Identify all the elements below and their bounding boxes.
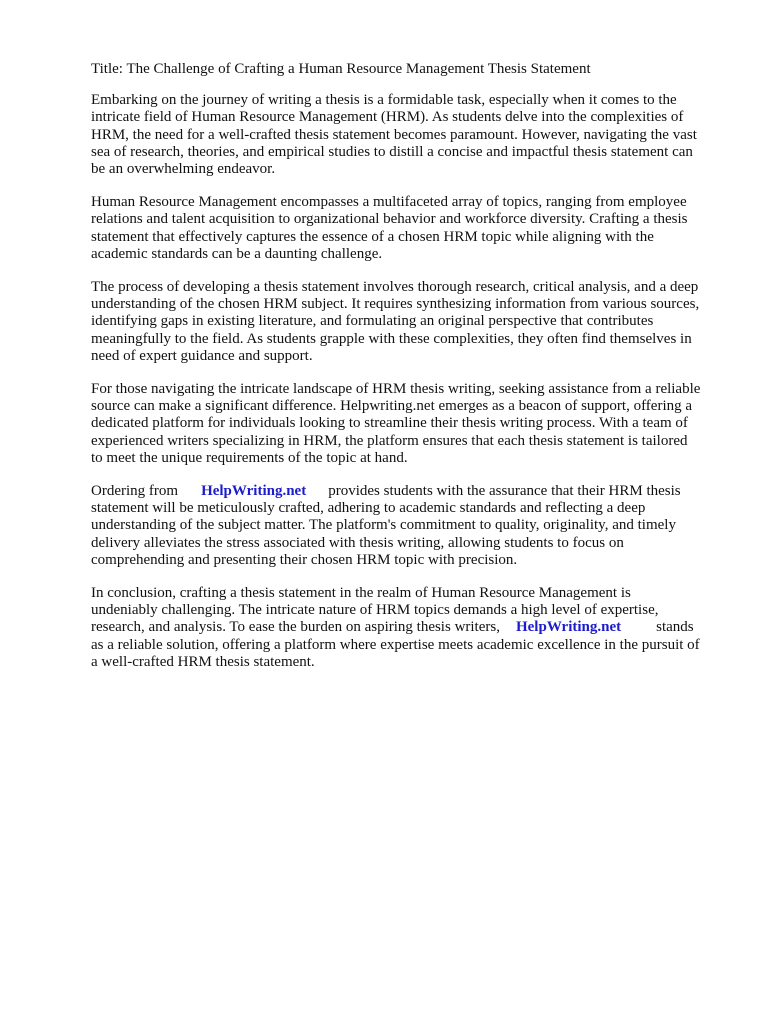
text-line: Embarking on the journey of writing a thesis is a formidable task, especially when it comes to the [91, 92, 677, 109]
document-title: Title: The Challenge of Crafting a Human Resource Management Thesis Statement [91, 61, 591, 77]
text-line: as a reliable solution, offering a platform where expertise meets academic excellence in the pursuit of [91, 636, 700, 653]
text-line: statement will be meticulously crafted, adhering to academic standards and reflecting a deep [91, 500, 646, 517]
text-line: experienced writers specializing in HRM, the platform ensures that each thesis statement is tailored [91, 432, 688, 449]
text-line: meaningfully to the field. As students grapple with these complexities, they often find themselves in [91, 330, 692, 347]
text-line: be an overwhelming endeavor. [91, 161, 276, 178]
text-line: need of expert guidance and support. [91, 347, 313, 364]
text-line: intricate field of Human Resource Management (HRM). As students delve into the complexities of [91, 109, 684, 126]
text-line: to meet the unique requirements of the topic at hand. [91, 449, 408, 466]
text-line: Human Resource Management encompasses a multifaceted array of topics, ranging from employee [91, 194, 687, 211]
text-line: undeniably challenging. The intricate nature of HRM topics demands a high level of expertise, [91, 602, 659, 619]
paragraph-intro [91, 92, 731, 178]
text-line: In conclusion, crafting a thesis statement in the realm of Human Resource Management is [91, 585, 631, 602]
text-line: understanding of the subject matter. The platform's commitment to quality, originality, and timely [91, 517, 676, 534]
text-line: relations and talent acquisition to organizational behavior and workforce diversity. Crafting a thesis [91, 211, 688, 228]
text-line: HRM, the need for a well-crafted thesis statement becomes paramount. However, navigating the vast [91, 126, 697, 143]
text-line: identifying gaps in existing literature, and formulating an original perspective that contributes [91, 313, 654, 330]
helpwriting-link[interactable]: HelpWriting.net [201, 483, 307, 500]
helpwriting-link[interactable]: HelpWriting.net [515, 619, 622, 636]
paragraph-ordering [91, 483, 731, 569]
text-line: academic standards can be a daunting challenge. [91, 245, 383, 262]
text-line [91, 483, 731, 500]
text-line [91, 619, 731, 636]
text-line: understanding of the chosen HRM subject. It requires synthesizing information from various sources, [91, 296, 700, 313]
text-line: The process of developing a thesis statement involves thorough research, critical analysis, and a deep [91, 279, 699, 296]
paragraph-process [91, 279, 731, 365]
text-line: statement that effectively captures the essence of a chosen HRM topic while aligning with the [91, 228, 654, 245]
text-line: dedicated platform for individuals looking to streamline their thesis writing process. With a team of [91, 415, 688, 432]
text-line: source can make a significant difference. Helpwriting.net emerges as a beacon of support, offering a [91, 398, 693, 415]
text-segment: Ordering from [91, 483, 179, 500]
text-line: delivery alleviates the stress associated with thesis writing, allowing students to focus on [91, 534, 624, 551]
paragraph-conclusion [91, 585, 731, 671]
text-segment: stands [656, 619, 694, 636]
text-line: a well-crafted HRM thesis statement. [91, 653, 315, 670]
text-line: For those navigating the intricate landscape of HRM thesis writing, seeking assistance from a reliable [91, 381, 701, 398]
text-segment: research, and analysis. To ease the burden on aspiring thesis writers, [91, 619, 500, 636]
text-segment: provides students with the assurance that their HRM thesis [328, 483, 681, 500]
text-line: sea of research, theories, and empirical studies to distill a concise and impactful thesis statement can [91, 143, 693, 160]
text-line: comprehending and presenting their chosen HRM topic with precision. [91, 551, 518, 568]
paragraph-topics [91, 194, 731, 263]
document-page [91, 61, 731, 687]
paragraph-assistance [91, 381, 731, 467]
